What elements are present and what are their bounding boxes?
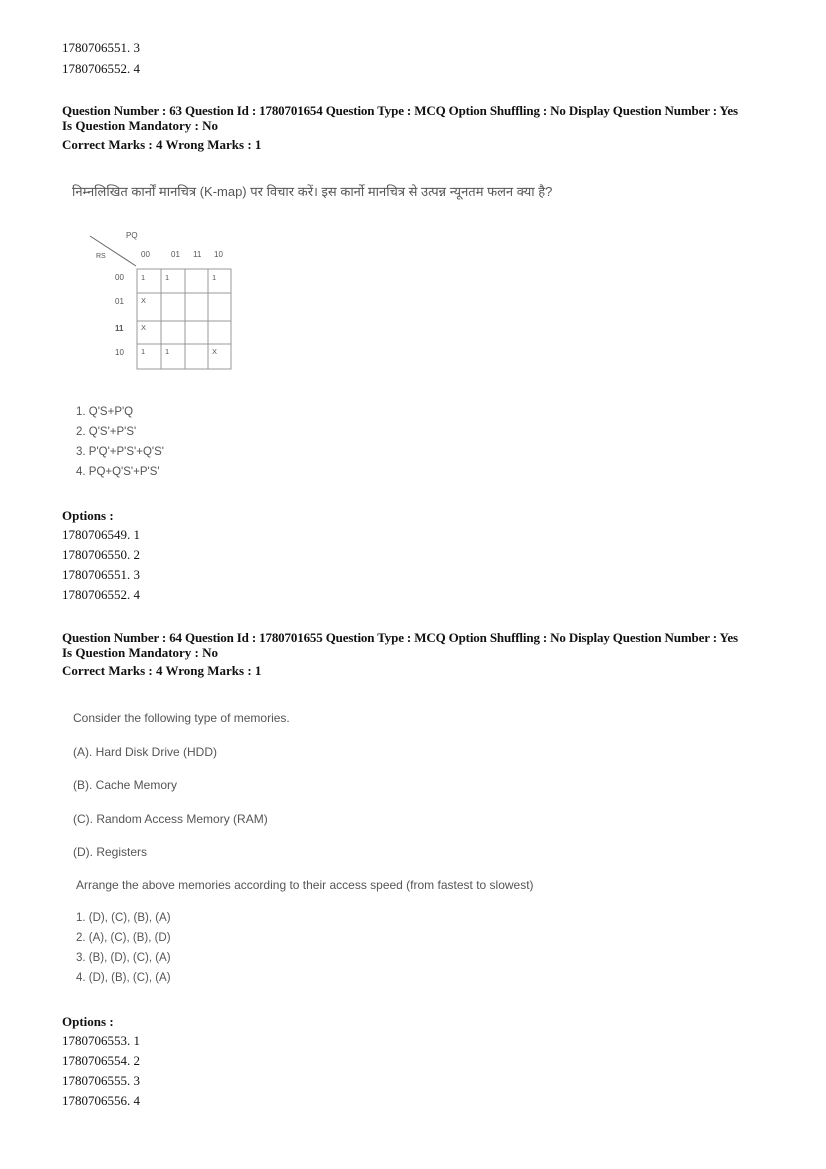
q63-marks: Correct Marks : 4 Wrong Marks : 1	[62, 137, 262, 152]
option-id: 1780706549	[62, 527, 127, 542]
kmap-diagonal	[90, 236, 136, 266]
option-value: 3	[133, 1073, 140, 1088]
q64-item: (C). Random Access Memory (RAM)	[73, 812, 268, 826]
option-id: 1780706556	[62, 1093, 127, 1108]
q64-marks: Correct Marks : 4 Wrong Marks : 1	[62, 663, 262, 678]
q63-choice: 2. Q'S'+P'S'	[76, 426, 137, 438]
kmap-row-header: 00	[115, 273, 124, 282]
q64-choice: 2. (A), (C), (B), (D)	[76, 932, 171, 944]
kmap-row-header: 10	[115, 348, 124, 357]
option-line: 1780706549. 1	[62, 527, 140, 542]
q64-intro: Consider the following type of memories.	[73, 711, 290, 725]
option-id: 1780706553	[62, 1033, 127, 1048]
q64-item: (B). Cache Memory	[73, 778, 178, 792]
option-id: 1780706552	[62, 61, 127, 76]
q64-header-line1: Question Number : 64 Question Id : 1780701655 Question Type : MCQ Option Shuffling : No Display Question Number : Yes	[62, 630, 738, 645]
option-line: 1780706550. 2	[62, 547, 140, 562]
q63-choice: 3. P'Q'+P'S'+Q'S'	[76, 446, 164, 458]
option-line: 1780706554. 2	[62, 1053, 140, 1068]
kmap-cell: 1	[165, 273, 170, 282]
option-line: 1780706551. 3	[62, 567, 140, 582]
kmap-diagram	[82, 222, 242, 374]
q63-choice: 1. Q'S+P'Q	[76, 406, 134, 418]
option-value: 4	[133, 587, 140, 602]
option-id: 1780706552	[62, 587, 127, 602]
kmap-row-headers	[115, 273, 124, 357]
option-line: 1780706555. 3	[62, 1073, 140, 1088]
kmap-col-header: 11	[193, 250, 202, 259]
q63-question-text: निम्नलिखित कार्नों मानचित्र (K-map) पर विचार करें। इस कार्नो मानचित्र से उत्पन्न न्यूनतम फलन क्या है?	[72, 184, 553, 199]
option-value: 4	[133, 1093, 140, 1108]
option-value: 1	[133, 1033, 140, 1048]
q63-mandatory: Is Question Mandatory : No	[62, 118, 219, 133]
q64-choice: 1. (D), (C), (B), (A)	[76, 912, 171, 924]
kmap-col-header: 01	[171, 250, 180, 259]
option-value: 4	[133, 61, 140, 76]
kmap-col-headers	[141, 250, 223, 259]
option-id: 1780706555	[62, 1073, 127, 1088]
option-value: 2	[133, 547, 140, 562]
q64-options-label: Options :	[62, 1014, 114, 1029]
option-value: 2	[133, 1053, 140, 1068]
option-line: 1780706553. 1	[62, 1033, 140, 1048]
q64-item: (A). Hard Disk Drive (HDD)	[73, 745, 217, 759]
q64-item: (D). Registers	[73, 845, 148, 859]
q63-header-line1: Question Number : 63 Question Id : 1780701654 Question Type : MCQ Option Shuffling : No Display Question Number : Yes	[62, 103, 738, 118]
option-id: 1780706550	[62, 547, 127, 562]
kmap-cell: X	[212, 347, 218, 356]
kmap-cell: 1	[165, 347, 170, 356]
option-line: 1780706552. 4	[62, 61, 140, 76]
kmap-cell: X	[141, 323, 147, 332]
option-value: 3	[133, 40, 140, 55]
option-line: 1780706552. 4	[62, 587, 140, 602]
kmap-col-var: PQ	[126, 231, 138, 240]
option-id: 1780706551	[62, 567, 127, 582]
kmap-cell: 1	[141, 273, 146, 282]
option-line: 1780706551. 3	[62, 40, 140, 55]
q64-choice: 4. (D), (B), (C), (A)	[76, 972, 171, 984]
kmap-cell: 1	[141, 347, 146, 356]
option-id: 1780706551	[62, 40, 127, 55]
option-id: 1780706554	[62, 1053, 127, 1068]
q64-instruction: Arrange the above memories according to their access speed (from fastest to slowest)	[76, 878, 534, 892]
q63-choice: 4. PQ+Q'S'+P'S'	[76, 466, 160, 478]
kmap-col-header: 10	[214, 250, 223, 259]
q64-choice: 3. (B), (D), (C), (A)	[76, 952, 171, 964]
option-value: 3	[133, 567, 140, 582]
kmap-row-var: RS	[96, 253, 106, 260]
kmap-cell: 1	[212, 273, 217, 282]
option-value: 1	[133, 527, 140, 542]
kmap-row-header: 11	[115, 324, 124, 333]
kmap-col-header: 00	[141, 250, 150, 259]
kmap-row-header: 01	[115, 297, 124, 306]
q64-mandatory: Is Question Mandatory : No	[62, 645, 219, 660]
kmap-cell: X	[141, 296, 147, 305]
option-line: 1780706556. 4	[62, 1093, 140, 1108]
q63-options-label: Options :	[62, 508, 114, 523]
